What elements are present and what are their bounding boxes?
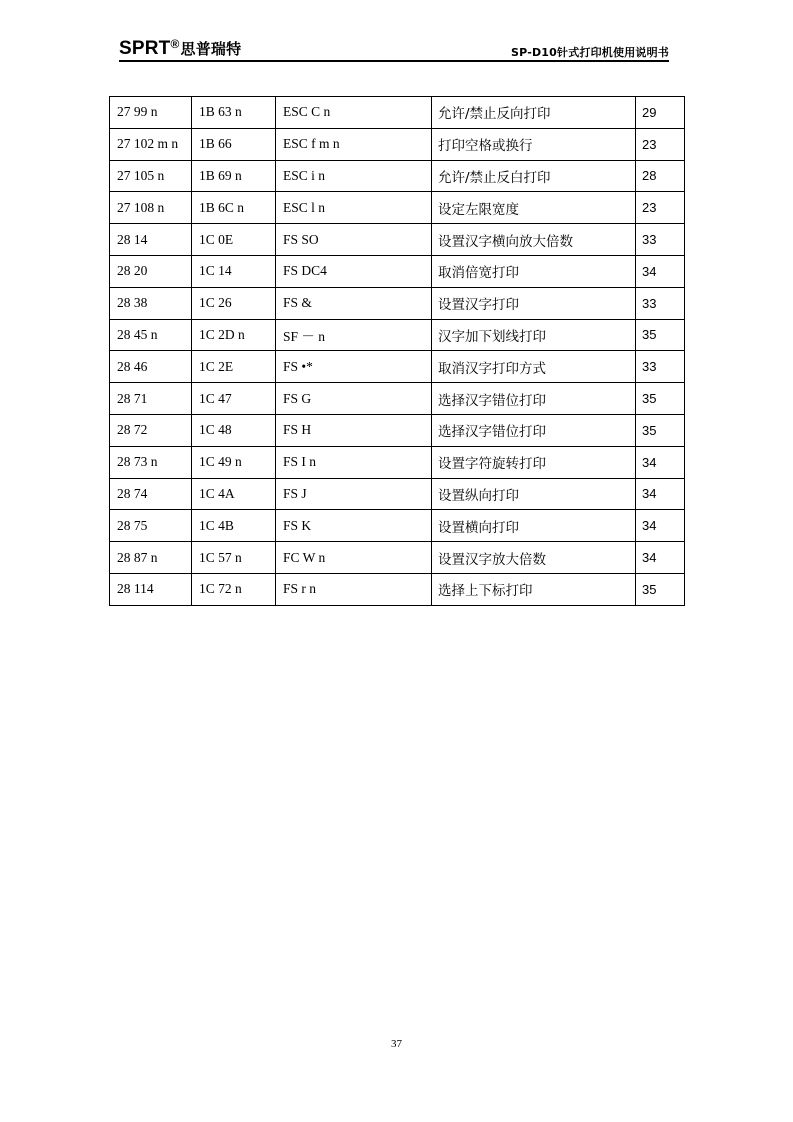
page-ref-cell: 33 (636, 351, 685, 383)
hex-code-cell: 1B 6C n (192, 192, 276, 224)
hex-code-cell: 1C 47 (192, 383, 276, 415)
command-name-cell: FS •* (276, 351, 432, 383)
decimal-code-cell: 28 72 (110, 414, 192, 446)
decimal-code-cell: 28 75 (110, 510, 192, 542)
description-cell: 打印空格或换行 (432, 128, 636, 160)
page-ref-cell: 34 (636, 478, 685, 510)
description-cell: 选择上下标打印 (432, 573, 636, 605)
command-name-cell: FS r n (276, 573, 432, 605)
description-cell: 设置汉字横向放大倍数 (432, 224, 636, 256)
hex-code-cell: 1C 26 (192, 287, 276, 319)
hex-code-cell: 1B 63 n (192, 97, 276, 129)
decimal-code-cell: 27 105 n (110, 160, 192, 192)
description-cell: 设置汉字打印 (432, 287, 636, 319)
hex-code-cell: 1C 2E (192, 351, 276, 383)
command-table-body (110, 97, 685, 606)
hex-code-cell: 1C 0E (192, 224, 276, 256)
hex-code-cell: 1C 57 n (192, 542, 276, 574)
table-row (110, 287, 685, 319)
decimal-code-cell: 28 38 (110, 287, 192, 319)
table-row (110, 160, 685, 192)
command-name-cell: FS J (276, 478, 432, 510)
decimal-code-cell: 27 108 n (110, 192, 192, 224)
table-row (110, 319, 685, 351)
page-ref-cell: 35 (636, 319, 685, 351)
document-title: SP-D10针式打印机使用说明书 (511, 46, 669, 59)
page-ref-cell: 35 (636, 414, 685, 446)
page-number: 37 (391, 1038, 402, 1050)
registered-mark: ® (170, 37, 180, 51)
hex-code-cell: 1C 49 n (192, 446, 276, 478)
table-row (110, 97, 685, 129)
table-row (110, 224, 685, 256)
table-row (110, 255, 685, 287)
page-ref-cell: 35 (636, 573, 685, 605)
table-row (110, 478, 685, 510)
command-name-cell: ESC f m n (276, 128, 432, 160)
decimal-code-cell: 28 114 (110, 573, 192, 605)
decimal-code-cell: 28 74 (110, 478, 192, 510)
decimal-code-cell: 28 71 (110, 383, 192, 415)
description-cell: 选择汉字错位打印 (432, 414, 636, 446)
command-name-cell: FS K (276, 510, 432, 542)
description-cell: 允许/禁止反向打印 (432, 97, 636, 129)
hex-code-cell: 1C 48 (192, 414, 276, 446)
description-cell: 设置汉字放大倍数 (432, 542, 636, 574)
hex-code-cell: 1B 66 (192, 128, 276, 160)
hex-code-cell: 1C 4B (192, 510, 276, 542)
command-name-cell: FC W n (276, 542, 432, 574)
decimal-code-cell: 28 73 n (110, 446, 192, 478)
decimal-code-cell: 28 87 n (110, 542, 192, 574)
decimal-code-cell: 27 102 m n (110, 128, 192, 160)
header-divider (119, 60, 669, 62)
decimal-code-cell: 28 14 (110, 224, 192, 256)
description-cell: 取消汉字打印方式 (432, 351, 636, 383)
table-row (110, 573, 685, 605)
description-cell: 汉字加下划线打印 (432, 319, 636, 351)
command-name-cell: ESC i n (276, 160, 432, 192)
hex-code-cell: 1C 14 (192, 255, 276, 287)
page-ref-cell: 29 (636, 97, 685, 129)
description-cell: 设置横向打印 (432, 510, 636, 542)
description-cell: 设定左限宽度 (432, 192, 636, 224)
table-row (110, 414, 685, 446)
table-row (110, 383, 685, 415)
command-name-cell: ESC C n (276, 97, 432, 129)
table-row (110, 446, 685, 478)
page-ref-cell: 34 (636, 255, 685, 287)
page-ref-cell: 34 (636, 446, 685, 478)
page-ref-cell: 23 (636, 192, 685, 224)
command-name-cell: FS I n (276, 446, 432, 478)
brand-name: SPRT (119, 38, 171, 59)
description-cell: 取消倍宽打印 (432, 255, 636, 287)
command-name-cell: FS & (276, 287, 432, 319)
table-row (110, 510, 685, 542)
brand-logo (119, 38, 241, 60)
page-ref-cell: 33 (636, 224, 685, 256)
page-header (119, 36, 669, 62)
table-row (110, 128, 685, 160)
page-ref-cell: 28 (636, 160, 685, 192)
hex-code-cell: 1C 72 n (192, 573, 276, 605)
command-name-cell: SF － n (276, 319, 432, 351)
page-ref-cell: 34 (636, 510, 685, 542)
table-row (110, 192, 685, 224)
description-cell: 设置纵向打印 (432, 478, 636, 510)
page-ref-cell: 33 (636, 287, 685, 319)
command-name-cell: FS H (276, 414, 432, 446)
hex-code-cell: 1C 4A (192, 478, 276, 510)
decimal-code-cell: 28 46 (110, 351, 192, 383)
table-row (110, 351, 685, 383)
hex-code-cell: 1B 69 n (192, 160, 276, 192)
command-name-cell: FS DC4 (276, 255, 432, 287)
table-row (110, 542, 685, 574)
description-cell: 允许/禁止反白打印 (432, 160, 636, 192)
brand-name-cn: 思普瑞特 (180, 41, 242, 58)
command-name-cell: FS SO (276, 224, 432, 256)
page-ref-cell: 35 (636, 383, 685, 415)
command-name-cell: FS G (276, 383, 432, 415)
page-ref-cell: 23 (636, 128, 685, 160)
decimal-code-cell: 28 20 (110, 255, 192, 287)
decimal-code-cell: 27 99 n (110, 97, 192, 129)
page-ref-cell: 34 (636, 542, 685, 574)
description-cell: 选择汉字错位打印 (432, 383, 636, 415)
hex-code-cell: 1C 2D n (192, 319, 276, 351)
command-table (109, 96, 685, 606)
command-name-cell: ESC l n (276, 192, 432, 224)
decimal-code-cell: 28 45 n (110, 319, 192, 351)
description-cell: 设置字符旋转打印 (432, 446, 636, 478)
